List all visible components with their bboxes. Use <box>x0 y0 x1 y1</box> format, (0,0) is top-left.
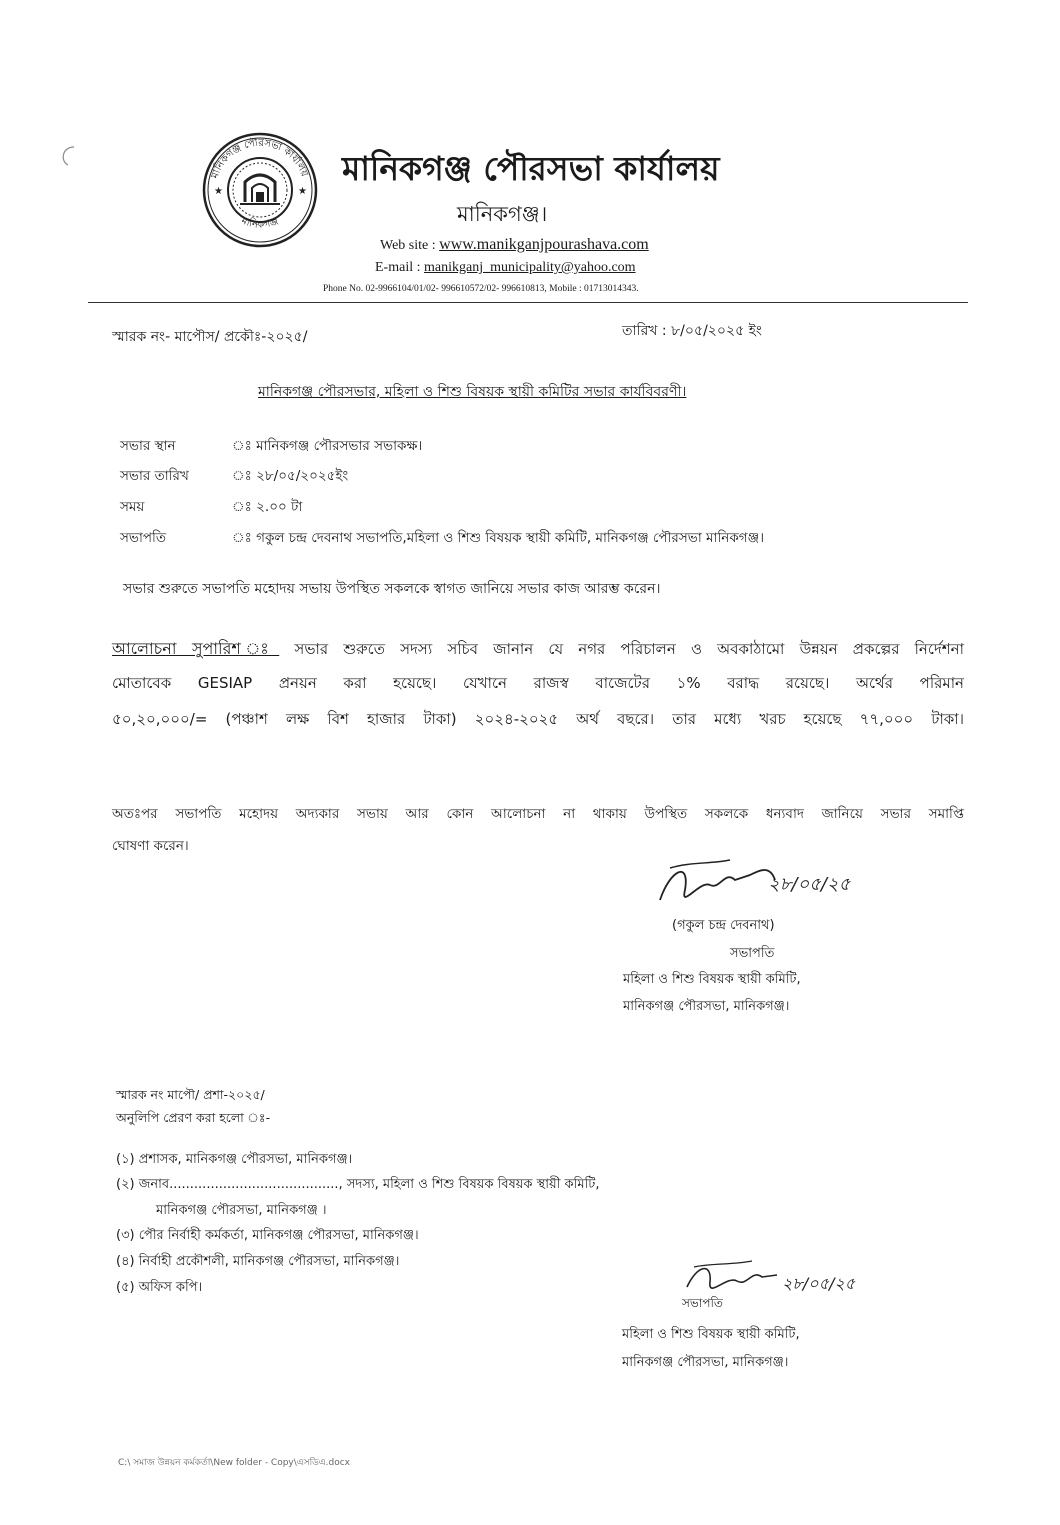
copy-intro: অনুলিপি প্রেরণ করা হলো ঃ- <box>116 1110 271 1125</box>
discussion-line-3: ৫০,২০,০০০/= (পঞ্চাশ লক্ষ বিশ হাজার টাকা) ২০২৪-২০২৫ অর্থ বছরে। তার মধ্যে খরচ হয়েছে ৭৭,০০০ টাকা। <box>112 710 964 728</box>
subject-line: মানিকগঞ্জ পৌরসভার, মহিলা ও শিশু বিষয়ক স্থায়ী কমিটির সভার কার্যবিবরণী। <box>258 384 687 400</box>
website-label: Web site : <box>380 238 440 253</box>
info-value: ঃ গকুল চন্দ্র দেবনাথ সভাপতি,মহিলা ও শিশু বিষয়ক স্থায়ী কমিটি, মানিকগঞ্জ পৌরসভা মানিকগঞ্জ। <box>232 530 765 546</box>
discussion-line-2: মোতাবেক GESIAP প্রনয়ন করা হয়েছে। যেখানে রাজস্ব বাজেটের ১% বরাদ্ধ রয়েছে। অর্থের পরিমান <box>112 674 964 692</box>
info-label: সময় <box>120 499 145 515</box>
svg-text:★: ★ <box>298 186 307 197</box>
signatory-title: সভাপতি <box>682 1296 723 1310</box>
info-label: সভার তারিখ <box>120 468 189 484</box>
phone-line: Phone No. 02-9966104/01/02- 996610572/02- 996610813, Mobile : 01713014343. <box>323 284 639 294</box>
info-label: সভার স্থান <box>120 438 176 454</box>
info-row-venue <box>120 435 422 458</box>
info-label: সভাপতি <box>120 530 167 546</box>
memo-date: তারিখ : ৮/০৫/২০২৫ ইং <box>622 323 762 339</box>
office-title: মানিকগঞ্জ পৌরসভা কার্যালয় <box>342 149 720 188</box>
closing-line-2: ঘোষণা করেন। <box>112 838 189 854</box>
discussion-line-1 <box>112 636 964 663</box>
copy-item: (২) জনাব........................................., সদস্য, মহিলা ও শিশু বিষয়ক বিষয়ক স্থায়ী কমিটি, <box>116 1177 600 1192</box>
email-line <box>375 260 636 276</box>
svg-text:★: ★ <box>214 186 223 197</box>
email-link[interactable]: manikganj_municipality@yahoo.com <box>424 260 636 275</box>
signatory-office: মানিকগঞ্জ পৌরসভা, মানিকগঞ্জ। <box>623 999 790 1014</box>
punch-hole-mark <box>56 143 82 169</box>
closing-line-1: অতঃপর সভাপতি মহোদয় অদ্যকার সভায় আর কোন আলোচনা না থাকায় উপস্থিত সকলকে ধন্যবাদ জানিয়ে সভার সমাপ্তি <box>112 806 964 822</box>
header-divider <box>88 302 968 303</box>
handwritten-signature <box>650 850 950 925</box>
signatory-committee: মহিলা ও শিশু বিষয়ক স্থায়ী কমিটি, <box>623 972 801 987</box>
copy-item: (১) প্রশাসক, মানিকগঞ্জ পৌরসভা, মানিকগঞ্জ। <box>116 1152 353 1167</box>
signatory-title: সভাপতি <box>730 946 775 961</box>
signature-date: ২৮/০৫/২৫ <box>782 1274 856 1293</box>
info-row-chair <box>120 527 764 550</box>
memo-number: স্মারক নং- মাপৌস/ প্রকৌঃ-২০২৫/ <box>112 329 308 345</box>
copy-item: মানিকগঞ্জ পৌরসভা, মানিকগঞ্জ । <box>156 1203 327 1218</box>
municipality-seal <box>200 130 320 250</box>
info-row-date <box>120 465 348 488</box>
opening-paragraph: সভার শুরুতে সভাপতি মহোদয় সভায় উপস্থিত সকলকে স্বাগত জানিয়ে সভার কাজ আরম্ভ করেন। <box>123 581 661 597</box>
info-row-time <box>120 496 302 519</box>
email-label: E-mail : <box>375 260 424 275</box>
signatory-committee: মহিলা ও শিশু বিষয়ক স্থায়ী কমিটি, <box>622 1327 800 1342</box>
svg-text:মানিকগঞ্জ <box>239 215 280 231</box>
website-line <box>380 236 649 254</box>
signatory-office: মানিকগঞ্জ পৌরসভা, মানিকগঞ্জ। <box>622 1355 789 1370</box>
copy-item: (৩) পৌর নির্বাহী কর্মকর্তা, মানিকগঞ্জ পৌরসভা, মানিকগঞ্জ। <box>116 1228 419 1243</box>
footer-file-path: C:\ সমাজ উন্নয়ন কর্মকর্তা\New folder - Copy\এসডিএ.docx <box>118 1458 350 1468</box>
info-value: ঃ ২৮/০৫/২০২৫ইং <box>232 468 349 484</box>
website-link[interactable]: www.manikganjpourashava.com <box>439 236 649 253</box>
office-city: মানিকগঞ্জ। <box>457 202 548 226</box>
copy-item: (৪) নির্বাহী প্রকৌশলী, মানিকগঞ্জ পৌরসভা, মানিকগঞ্জ। <box>116 1254 400 1269</box>
copy-item: (৫) অফিস কপি। <box>116 1280 203 1295</box>
discussion-text: সভার শুরুতে সদস্য সচিব জানান যে নগর পরিচালন ও অবকাঠামো উন্নয়ন প্রকল্পের নির্দেশনা <box>294 640 964 658</box>
signature-date: ২৮/০৫/২৫ <box>768 874 851 895</box>
info-value: ঃ ২.০০ টা <box>232 499 303 515</box>
discussion-heading: আলোচনা সুপারিশ ঃ <box>112 639 280 658</box>
info-value: ঃ মানিকগঞ্জ পৌরসভার সভাকক্ষ। <box>232 438 423 454</box>
copy-memo-number: স্মারক নং মাপৌ/ প্রশা-২০২৫/ <box>116 1087 265 1102</box>
signatory-name: (গকুল চন্দ্র দেবনাথ) <box>672 918 775 933</box>
seal-bottom-text: মানিকগঞ্জ <box>239 215 280 231</box>
seal-top-text: মানিকগঞ্জ পৌরসভা কার্যালয় <box>209 137 310 181</box>
